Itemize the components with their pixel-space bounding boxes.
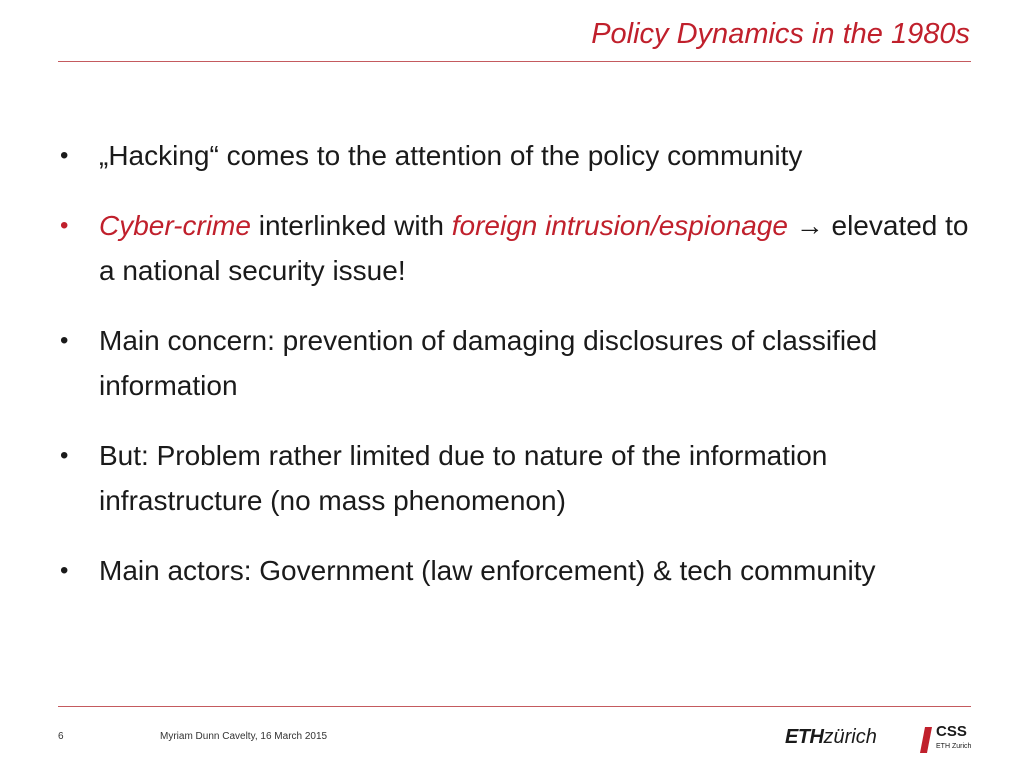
footer-author-date: Myriam Dunn Cavelty, 16 March 2015 bbox=[160, 731, 328, 742]
css-logo-mark-icon bbox=[920, 727, 932, 753]
bullet-emphasis-cyber-crime: Cyber-crime bbox=[99, 210, 251, 241]
bullet-dot-icon: • bbox=[60, 212, 69, 239]
bullet-dot-icon: • bbox=[60, 557, 69, 584]
bullet-item bbox=[58, 548, 978, 593]
bullet-item bbox=[58, 133, 978, 178]
eth-logo-bold: ETH bbox=[785, 726, 824, 748]
bullet-item bbox=[58, 203, 978, 293]
css-logo bbox=[920, 723, 975, 755]
bullet-dot-icon: • bbox=[60, 327, 69, 354]
bullet-dot-icon: • bbox=[60, 142, 69, 169]
bullet-item bbox=[58, 318, 978, 408]
css-logo-subtitle: ETH Zurich bbox=[936, 743, 972, 750]
bullet-list bbox=[58, 133, 978, 618]
eth-zurich-logo bbox=[785, 726, 877, 749]
slide-title: Policy Dynamics in the 1980s bbox=[591, 18, 970, 50]
eth-logo-rest: zürich bbox=[823, 726, 877, 748]
bullet-item bbox=[58, 433, 978, 523]
bullet-emphasis-foreign-intrusion: foreign intrusion/espionage bbox=[451, 210, 788, 241]
bullet-dot-icon: • bbox=[60, 442, 69, 469]
css-logo-text: CSS bbox=[936, 723, 967, 740]
page-number: 6 bbox=[58, 731, 64, 742]
bullet-text: Main actors: Government (law enforcement) & tech community bbox=[99, 555, 876, 586]
bullet-text: Main concern: prevention of damaging disclosures of classified information bbox=[99, 325, 878, 401]
footer-divider bbox=[58, 706, 971, 707]
bullet-text: „Hacking“ comes to the attention of the policy community bbox=[99, 140, 803, 171]
bullet-text: But: Problem rather limited due to nature of the information infrastructure (no mass phenomenon) bbox=[99, 440, 828, 516]
header-divider bbox=[58, 61, 971, 62]
bullet-text: interlinked with bbox=[250, 210, 452, 241]
bullet-text: → elevated to a national security issue! bbox=[99, 210, 969, 286]
